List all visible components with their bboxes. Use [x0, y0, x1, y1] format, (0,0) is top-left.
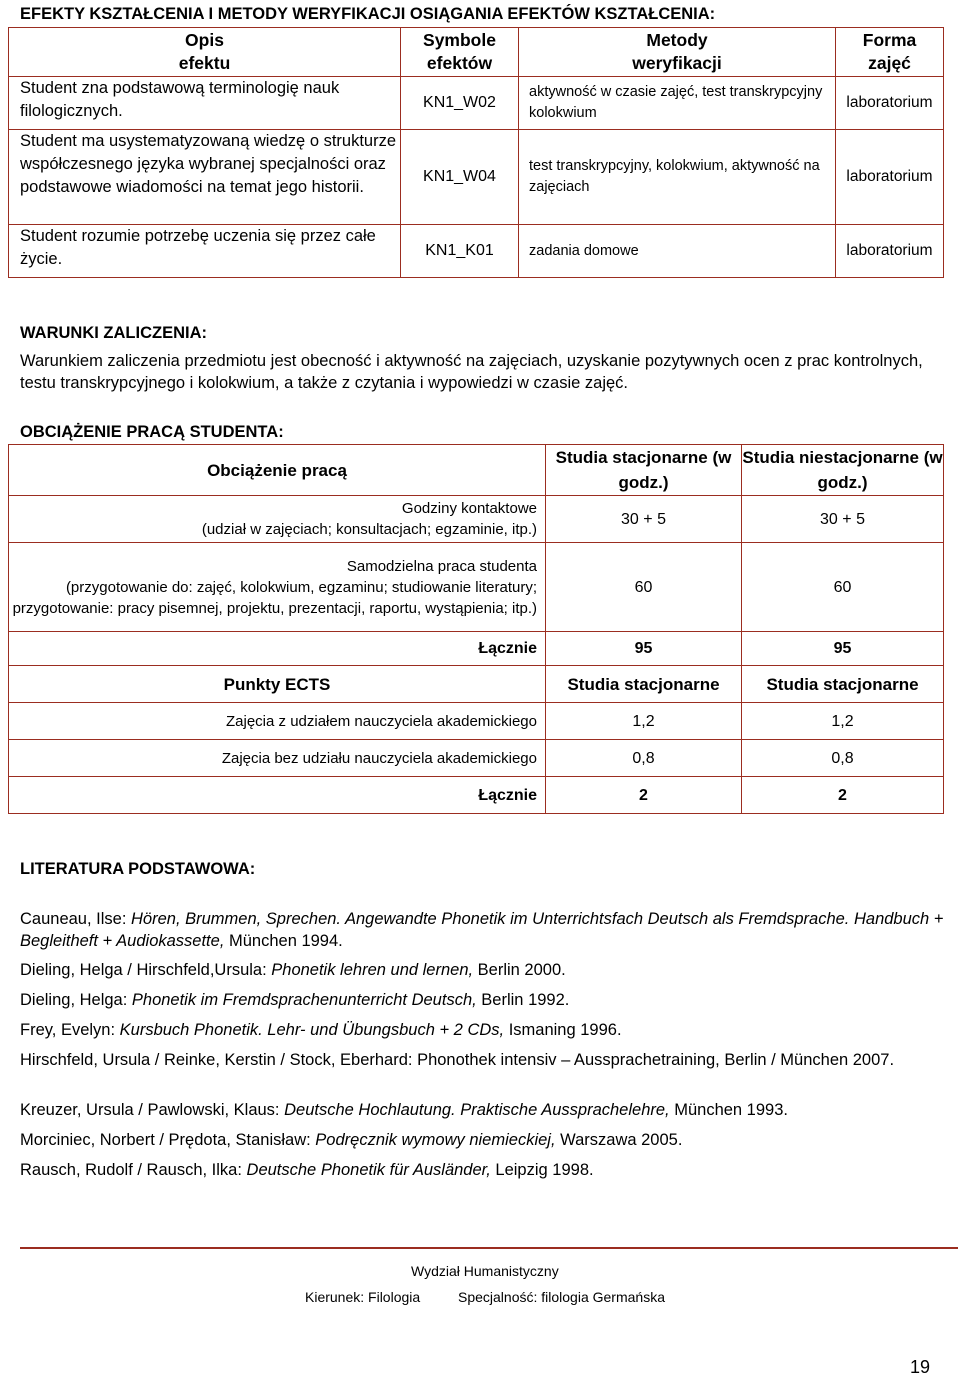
contact-hours-label: Godziny kontaktowe (udział w zajęciach; konsultacjach; egzaminie, itp.) [9, 496, 546, 543]
col-niestacjonarne: Studia niestacjonarne (w godz.) [742, 445, 944, 496]
ects-col-1: Studia stacjonarne [546, 666, 742, 703]
ects-total-label: Łącznie [9, 777, 546, 814]
conditions-text: Warunkiem zaliczenia przedmiotu jest obecność i aktywność na zajęciach, uzyskanie pozytywnych ocen z prac kontrolnych, testu transkrypcyjnego i kolokwium, a także z czytania i wypowiedzi w czasie zajęć. [20, 352, 923, 392]
workload-header-label: Obciążenie pracą [9, 445, 546, 496]
table-row [9, 77, 944, 130]
footer-specjalnosc: Specjalność: filologia Germańska [458, 1289, 665, 1305]
effects-table [8, 27, 944, 278]
ects-label: Punkty ECTS [9, 666, 546, 703]
table-row [9, 632, 944, 666]
header-metody: Metody weryfikacji [519, 28, 836, 77]
ects-total-stac: 2 [546, 777, 742, 814]
page-number: 19 [910, 1357, 931, 1377]
effects-header-row [9, 28, 944, 77]
self-study-label: Samodzielna praca studenta (przygotowanie do: zajęć, kolokwium, egzaminu; studiowanie literatury; przygotowanie: pracy pisemnej, projektu, prezentacji, raportu, wystąpienia; itp.) [9, 543, 546, 632]
ects-value: 1,2 [742, 703, 944, 740]
table-row [9, 225, 944, 278]
workload-total-label: Łącznie [9, 632, 546, 666]
literature-item: Kreuzer, Ursula / Pawlowski, Klaus: Deutsche Hochlautung. Praktische Aussprachelehre, München 1993. [20, 1101, 788, 1119]
ects-value: 0,8 [742, 740, 944, 777]
header-symbole: Symbole efektów [401, 28, 519, 77]
ects-row-label: Zajęcia bez udziału nauczyciela akademickiego [9, 740, 546, 777]
col-stacjonarne: Studia stacjonarne (w godz.) [546, 445, 742, 496]
ects-value: 1,2 [546, 703, 742, 740]
effect-method: test transkrypcyjny, kolokwium, aktywność na zajęciach [519, 130, 836, 225]
workload-header-row [9, 445, 944, 496]
ects-header-row [9, 666, 944, 703]
effect-description: Student zna podstawową terminologię nauk filologicznych. [9, 77, 401, 130]
effects-heading: EFEKTY KSZTAŁCENIA I METODY WERYFIKACJI OSIĄGANIA EFEKTÓW KSZTAŁCENIA: [20, 5, 716, 23]
header-forma: Forma zajęć [836, 28, 944, 77]
literature-heading: LITERATURA PODSTAWOWA: [20, 860, 256, 878]
table-row [9, 130, 944, 225]
table-row [9, 703, 944, 740]
literature-item: Hirschfeld, Ursula / Reinke, Kerstin / Stock, Eberhard: Phonothek intensiv – Aussprachetraining, Berlin / München 2007. [20, 1051, 895, 1069]
header-opis: Opis efektu [9, 28, 401, 77]
workload-table [8, 444, 944, 814]
effect-symbol: KN1_W04 [401, 130, 519, 225]
ects-col-2: Studia stacjonarne [742, 666, 944, 703]
effect-symbol: KN1_W02 [401, 77, 519, 130]
ects-row-label: Zajęcia z udziałem nauczyciela akademickiego [9, 703, 546, 740]
effect-description: Student ma usystematyzowaną wiedzę o strukturze współczesnego języka wybranej specjalności oraz podstawowe wiadomości na temat jego historii. [9, 130, 401, 225]
table-row [9, 543, 944, 632]
footer-divider [20, 1247, 958, 1249]
effect-method: zadania domowe [519, 225, 836, 278]
ects-value: 0,8 [546, 740, 742, 777]
workload-heading: OBCIĄŻENIE PRACĄ STUDENTA: [20, 423, 284, 441]
effect-form: laboratorium [836, 130, 944, 225]
self-study-stac: 60 [546, 543, 742, 632]
literature-item: Dieling, Helga: Phonetik im Fremdsprachenunterricht Deutsch, Berlin 1992. [20, 991, 570, 1009]
effect-form: laboratorium [836, 77, 944, 130]
contact-hours-niestac: 30 + 5 [742, 496, 944, 543]
table-row [9, 740, 944, 777]
effect-symbol: KN1_K01 [401, 225, 519, 278]
effect-method: aktywność w czasie zajęć, test transkrypcyjny kolokwium [519, 77, 836, 130]
footer-kierunek: Kierunek: Filologia [305, 1289, 421, 1305]
table-row [9, 496, 944, 543]
effect-form: laboratorium [836, 225, 944, 278]
effect-description: Student rozumie potrzebę uczenia się przez całe życie. [9, 225, 401, 278]
literature-item: Rausch, Rudolf / Rausch, Ilka: Deutsche Phonetik für Ausländer, Leipzig 1998. [20, 1161, 594, 1179]
footer-faculty: Wydział Humanistyczny [411, 1263, 559, 1279]
literature-item: Frey, Evelyn: Kursbuch Phonetik. Lehr- und Übungsbuch + 2 CDs, Ismaning 1996. [20, 1021, 622, 1039]
conditions-heading: WARUNKI ZALICZENIA: [20, 324, 207, 342]
workload-total-niestac: 95 [742, 632, 944, 666]
self-study-niestac: 60 [742, 543, 944, 632]
literature-item: Dieling, Helga / Hirschfeld,Ursula: Phonetik lehren und lernen, Berlin 2000. [20, 961, 566, 979]
table-row [9, 777, 944, 814]
ects-total-niestac: 2 [742, 777, 944, 814]
workload-total-stac: 95 [546, 632, 742, 666]
contact-hours-stac: 30 + 5 [546, 496, 742, 543]
literature-item: Morciniec, Norbert / Prędota, Stanisław: Podręcznik wymowy niemieckiej, Warszawa 2005. [20, 1131, 683, 1149]
literature-item: Cauneau, Ilse: Hören, Brummen, Sprechen. Angewandte Phonetik im Unterrichtsfach Deutsch als Fremdsprache. Handbuch + Begleitheft + Audiokassette, München 1994. [20, 910, 944, 950]
